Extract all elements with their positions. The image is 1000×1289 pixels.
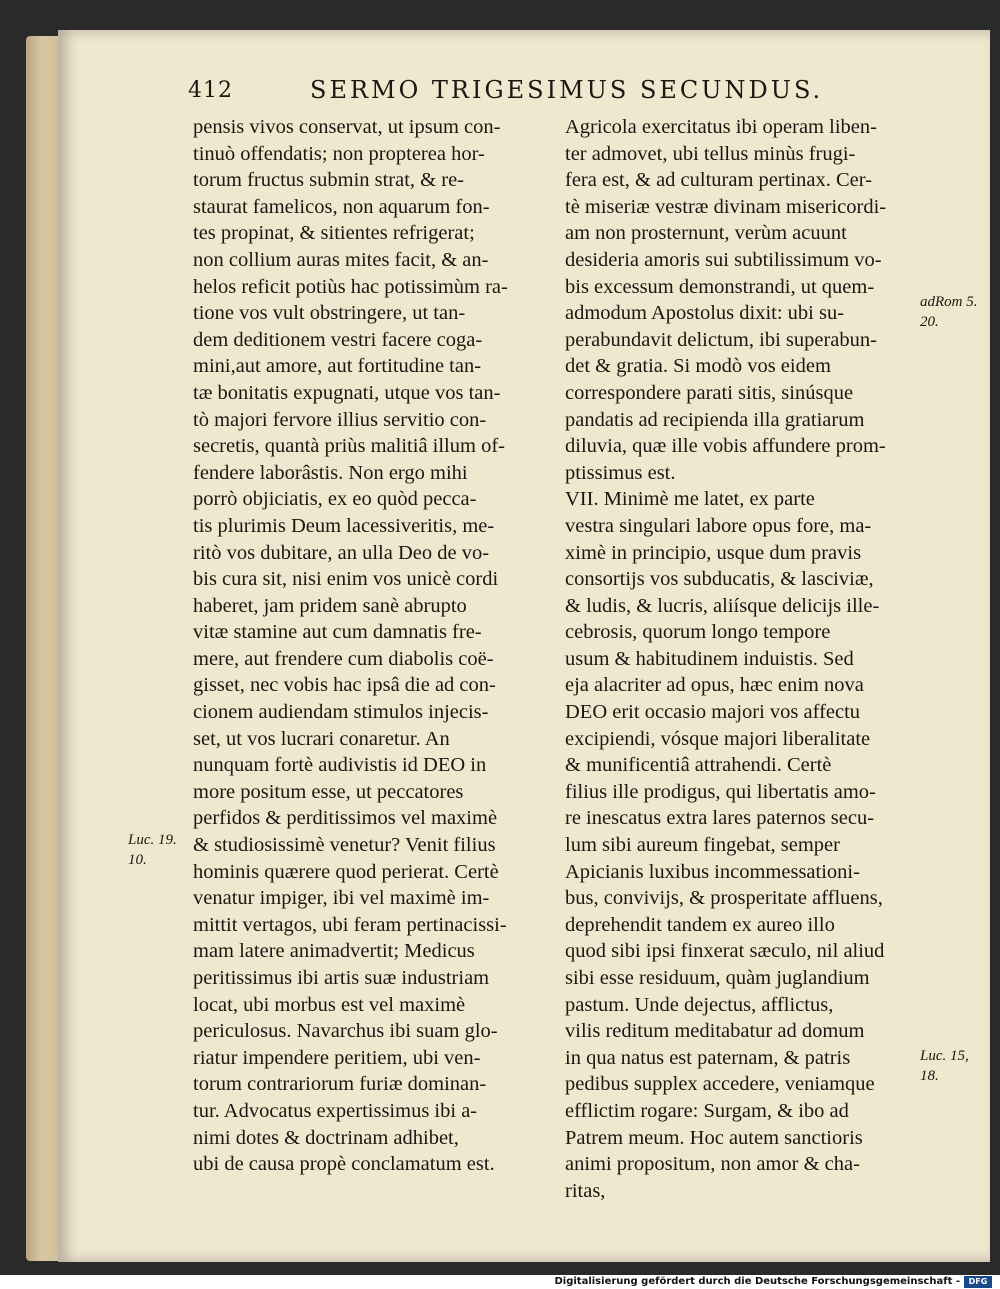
text-line: mini,aut amore, aut fortitudine tan-	[193, 355, 482, 378]
text-line: gisset, nec vobis hac ipsâ die ad con-	[193, 674, 496, 697]
text-line: set, ut vos lucrari conaretur. An	[193, 727, 450, 750]
text-line: & ludis, & lucris, aliísque delicijs ille-	[565, 594, 880, 617]
text-line: dem deditionem vestri facere coga-	[193, 328, 483, 351]
text-line: bus, convivijs, & prosperitate affluens,	[565, 887, 883, 910]
text-line: helos reficit potiùs hac potissimùm ra-	[193, 275, 508, 298]
text-line: correspondere parati sitis, sinúsque	[565, 381, 854, 404]
margin-note-ad-rom	[920, 292, 978, 332]
text-line: perabundavit delictum, ibi superabun-	[565, 328, 877, 351]
text-line: pastum. Unde dejectus, afflictus,	[565, 993, 834, 1016]
text-line: ritas,	[565, 1179, 606, 1202]
running-title: SERMO TRIGESIMUS SECUNDUS.	[310, 76, 824, 104]
text-line: bis cura sit, nisi enim vos unicè cordi	[193, 568, 499, 591]
text-line: perfidos & perditissimos vel maximè	[193, 807, 498, 830]
text-line: bis excessum demonstrandi, ut quem-	[565, 275, 875, 298]
text-line: mittit vertagos, ubi feram pertinacissi-	[193, 913, 507, 936]
margin-note-luc-15	[920, 1046, 969, 1086]
right-text-column	[565, 114, 920, 1204]
text-line: det & gratia. Si modò vos eidem	[565, 355, 831, 378]
margin-note-line: Luc. 15,	[920, 1048, 969, 1064]
text-line: vilis reditum meditabatur ad domum	[565, 1020, 865, 1043]
text-line: nimi dotes & doctrinam adhibet,	[193, 1126, 459, 1149]
text-line: periculosus. Navarchus ibi suam glo-	[193, 1020, 498, 1043]
text-line: ter admovet, ubi tellus minùs frugi-	[565, 142, 856, 165]
margin-note-line: adRom 5.	[920, 294, 978, 310]
text-line: & studiosissimè venetur? Venit filius	[193, 834, 496, 857]
text-line: in qua natus est paternam, & patris	[565, 1046, 851, 1069]
text-line: riatur impendere peritiem, ubi ven-	[193, 1046, 481, 1069]
margin-note-line: Luc. 19.	[128, 832, 177, 848]
text-line: eja alacriter ad opus, hæc enim nova	[565, 674, 864, 697]
text-line: tò majori fervore illius servitio con-	[193, 408, 487, 431]
page-number: 412	[188, 78, 233, 103]
text-line: tur. Advocatus expertissimus ibi a-	[193, 1099, 478, 1122]
text-line: ximè in principio, usque dum pravis	[565, 541, 862, 564]
text-line: filius ille prodigus, qui libertatis amo-	[565, 780, 876, 803]
footer-credit: Digitalisierung gefördert durch die Deutsche Forschungsgemeinschaft -	[554, 1276, 960, 1287]
text-line: ptissimus est.	[565, 461, 676, 484]
text-line: mere, aut frendere cum diabolis coë-	[193, 647, 494, 670]
text-line: non collium auras mites facit, & an-	[193, 248, 489, 271]
text-line: mam latere animadvertit; Medicus	[193, 940, 475, 963]
text-line: deprehendit tandem ex aureo illo	[565, 913, 835, 936]
text-line: cebrosis, quorum longo tempore	[565, 621, 831, 644]
text-line: efflictim rogare: Surgam, & ibo ad	[565, 1099, 849, 1122]
text-line: tinuò offendatis; non propterea hor-	[193, 142, 485, 165]
text-line: peritissimus ibi artis suæ industriam	[193, 967, 490, 989]
text-line: pandatis ad recipienda illa gratiarum	[565, 408, 865, 431]
text-line: am non prosternunt, verùm acuunt	[565, 222, 847, 245]
text-line: pensis vivos conservat, ut ipsum con-	[193, 116, 501, 138]
text-line: cionem audiendam stimulos injecis-	[193, 701, 489, 724]
text-line: hominis quærere quod perierat. Certè	[193, 860, 499, 883]
text-line: sibi esse residuum, quàm juglandium	[565, 967, 870, 989]
dfg-logo: DFG	[964, 1276, 992, 1288]
text-line: vestra singulari labore opus fore, ma-	[565, 514, 872, 537]
text-line: torum fructus submin strat, & re-	[193, 169, 465, 192]
text-line: usum & habitudinem induistis. Sed	[565, 647, 854, 670]
margin-note-line: 20.	[920, 314, 939, 330]
margin-note-line: 18.	[920, 1068, 939, 1084]
text-line: porrò objiciatis, ex eo quòd pecca-	[193, 488, 477, 511]
text-line: VII. Minimè me latet, ex parte	[565, 488, 815, 511]
text-line: venatur impiger, ibi vel maximè im-	[193, 887, 490, 910]
text-line: Agricola exercitatus ibi operam liben-	[565, 116, 877, 138]
text-line: tis plurimis Deum lacessiveritis, me-	[193, 514, 495, 537]
text-line: torum contrariorum furiæ dominan-	[193, 1073, 487, 1096]
text-line: & munificentiâ attrahendi. Certè	[565, 754, 832, 777]
text-line: ritò vos dubitare, an ulla Deo de vo-	[193, 541, 490, 564]
running-head	[180, 74, 960, 108]
text-line: tes propinat, & sitientes refrigerat;	[193, 222, 475, 245]
text-line: secretis, quantà priùs malitiâ illum of-	[193, 435, 505, 458]
text-line: excipiendi, vósque majori liberalitate	[565, 727, 871, 750]
text-line: tè miseriæ vestræ divinam misericordi-	[565, 195, 887, 218]
text-line: animi propositum, non amor & cha-	[565, 1153, 860, 1176]
text-line: Patrem meum. Hoc autem sanctioris	[565, 1126, 863, 1149]
text-line: haberet, jam pridem sanè abrupto	[193, 594, 467, 617]
text-line: Apicianis luxibus incommessationi-	[565, 860, 860, 883]
text-line: quod sibi ipsi finxerat sæculo, nil aliud	[565, 940, 885, 963]
text-line: consortijs vos subducatis, & lasciviæ,	[565, 568, 874, 591]
text-line: nunquam fortè audivistis id DEO in	[193, 754, 487, 777]
text-line: fendere laborâstis. Non ergo mihi	[193, 461, 468, 484]
text-line: ubi de causa propè conclamatum est.	[193, 1153, 495, 1176]
text-line: desideria amoris sui subtilissimum vo-	[565, 248, 882, 271]
text-line: fera est, & ad culturam pertinax. Cer-	[565, 169, 872, 192]
text-line: vitæ stamine aut cum damnatis fre-	[193, 621, 482, 644]
text-line: admodum Apostolus dixit: ubi su-	[565, 302, 845, 325]
text-line: lum sibi aureum fingebat, semper	[565, 834, 840, 857]
margin-note-line: 10.	[128, 852, 147, 868]
text-line: staurat famelicos, non aquarum fon-	[193, 195, 490, 218]
margin-note-luc-19	[128, 830, 177, 870]
text-line: tæ bonitatis expugnati, utque vos tan-	[193, 381, 501, 404]
left-text-column	[193, 114, 543, 1178]
text-line: re inescatus extra lares paternos secu-	[565, 807, 875, 830]
text-line: more positum esse, ut peccatores	[193, 780, 464, 803]
text-line: pedibus supplex accedere, veniamque	[565, 1073, 875, 1096]
text-line: DEO erit occasio majori vos affectu	[565, 701, 861, 724]
text-line: locat, ubi morbus est vel maximè	[193, 993, 466, 1016]
footer-bar	[0, 1275, 1000, 1289]
text-line: tione vos vult obstringere, ut tan-	[193, 302, 466, 325]
text-line: diluvia, quæ ille vobis affundere prom-	[565, 435, 886, 458]
